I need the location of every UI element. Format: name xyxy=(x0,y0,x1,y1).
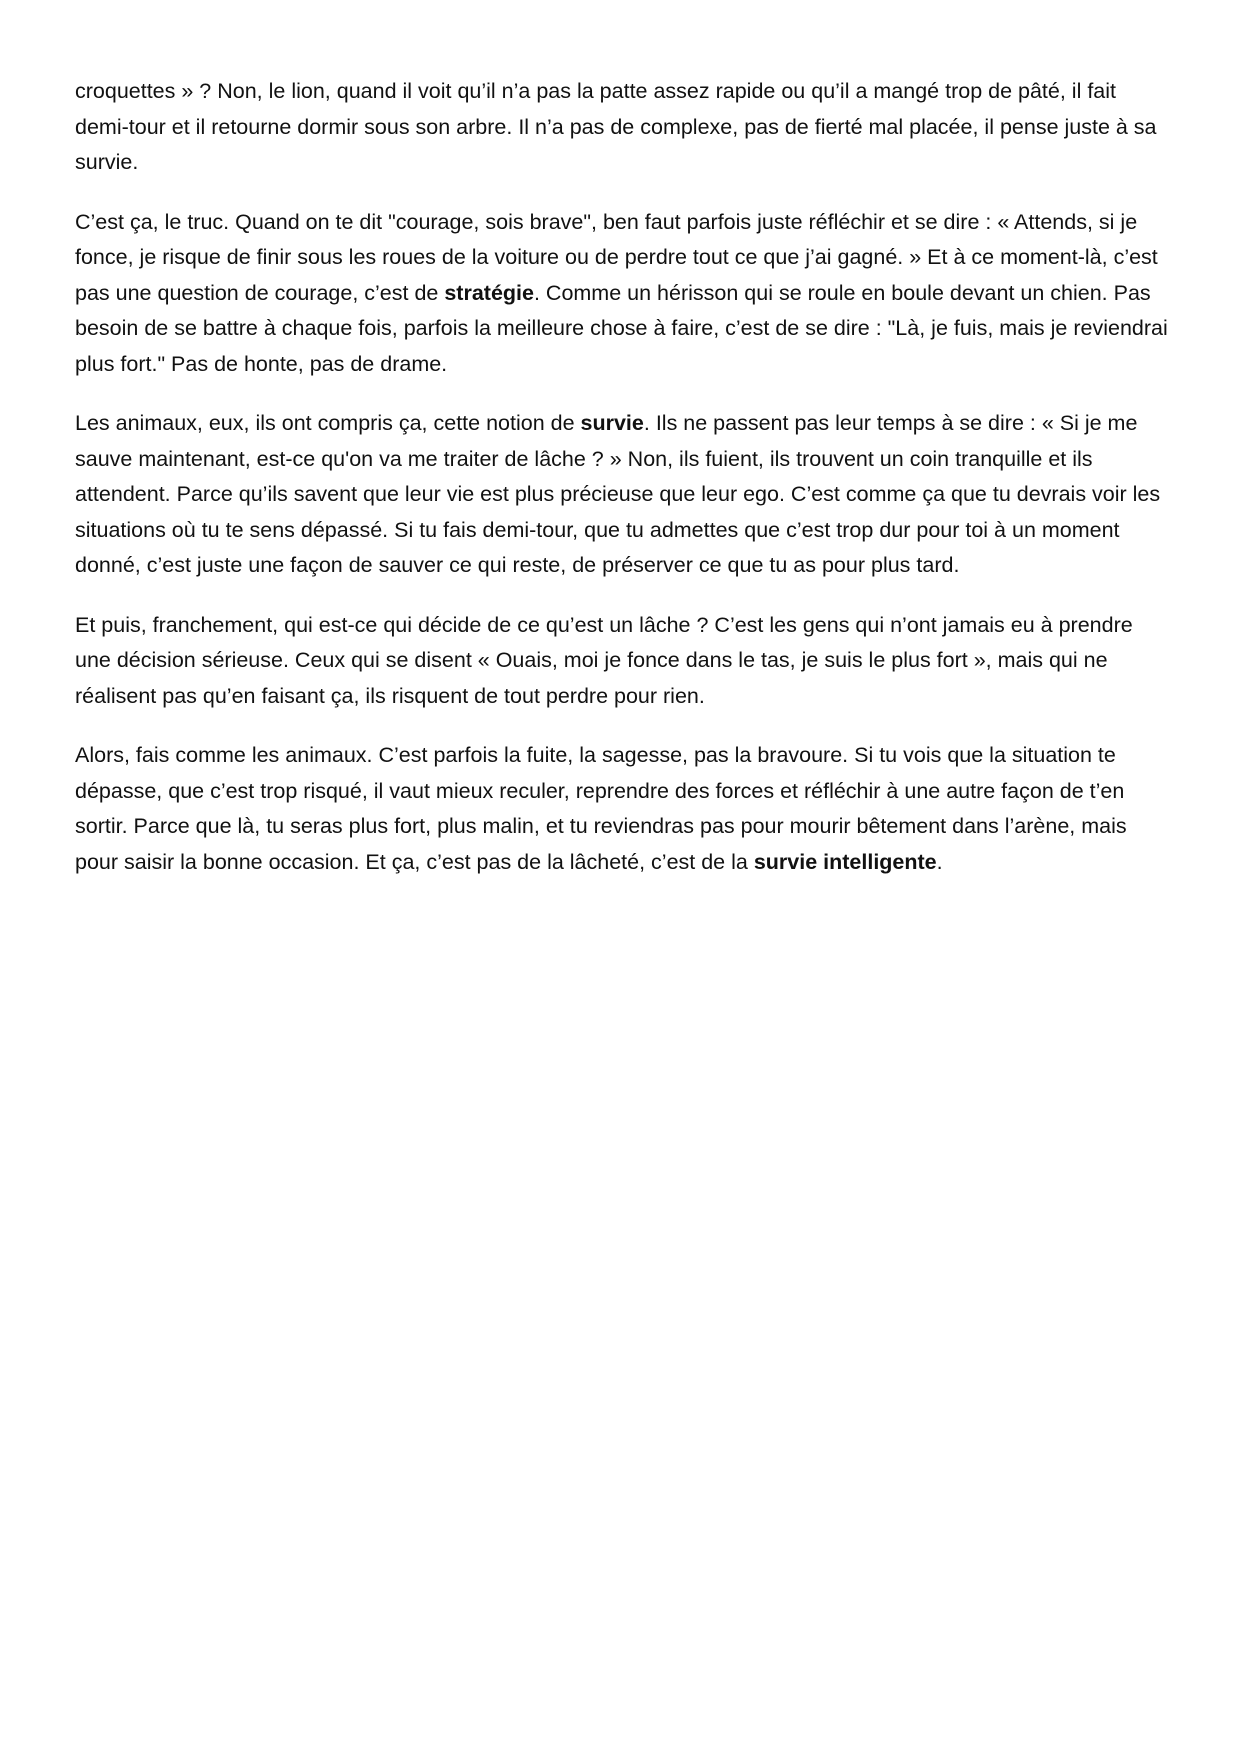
text-run: Et puis, franchement, qui est-ce qui décide de ce qu’est un lâche ? C’est les gens qui n’ont jamais eu à prendre une décision sérieuse. Ceux qui se disent « Ouais, moi je fonce dans le tas, je suis le plus fort », mais qui ne réalisent pas qu’en faisant ça, ils risquent de tout perdre pour rien. xyxy=(75,612,1133,708)
text-run: Alors, fais comme les animaux. C’est parfois la fuite, la sagesse, pas la bravoure. Si tu vois que la situation te dépasse, que c’est trop risqué, il vaut mieux reculer, reprendre des forces et réfléchir à une autre façon de t’en sortir. Parce que là, tu seras plus fort, plus malin, et tu reviendras pas pour mourir bêtement dans l’arène, mais pour saisir la bonne occasion. Et ça, c’est pas de la lâcheté, c’est de la xyxy=(75,743,1127,874)
bold-term-survie-intelligente: survie intelligente xyxy=(753,849,937,874)
bold-term-survie: survie xyxy=(580,411,644,435)
text-run: C’est ça, le truc. Quand on te dit "courage, sois brave", ben faut parfois juste réfléchir et se dire : « Attends, si je fonce, je risque de finir sous les roues de la voiture ou de perdre tout ce que j’ai gagné. » Et à ce moment-là, c’est pas une question de courage, c’est de xyxy=(75,209,1158,305)
bold-term-strategie: stratégie xyxy=(444,280,534,305)
paragraph-4 xyxy=(75,608,1171,715)
text-run: . Comme un hérisson qui se roule en boule devant un chien. Pas besoin de se battre à chaque fois, parfois la meilleure chose à faire, c’est de se dire : "Là, je fuis, mais je reviendrai plus fort." Pas de honte, pas de drame. xyxy=(75,280,1168,376)
paragraph-1 xyxy=(75,74,1171,181)
text-run: croquettes » ? Non, le lion, quand il voit qu’il n’a pas la patte assez rapide ou qu’il a mangé trop de pâté, il fait demi-tour et il retourne dormir sous son arbre. Il n’a pas de complexe, pas de fierté mal placée, il pense juste à sa survie. xyxy=(75,79,1157,174)
paragraph-5 xyxy=(75,738,1171,880)
paragraph-2 xyxy=(75,205,1171,383)
paragraph-3 xyxy=(75,406,1171,584)
text-run: . Ils ne passent pas leur temps à se dire : « Si je me sauve maintenant, est-ce qu'on va me traiter de lâche ? » Non, ils fuient, ils trouvent un coin tranquille et ils attendent. Parce qu’ils savent que leur vie est plus précieuse que leur ego. C’est comme ça que tu devrais voir les situations où tu te sens dépassé. Si tu fais demi-tour, que tu admettes que c’est trop dur pour toi à un moment donné, c’est juste une façon de sauver ce qui reste, de préserver ce que tu as pour plus tard. xyxy=(75,411,1161,577)
text-run: Les animaux, eux, ils ont compris ça, cette notion de xyxy=(75,411,581,435)
text-run: . xyxy=(936,849,943,874)
body-text xyxy=(75,74,1171,880)
